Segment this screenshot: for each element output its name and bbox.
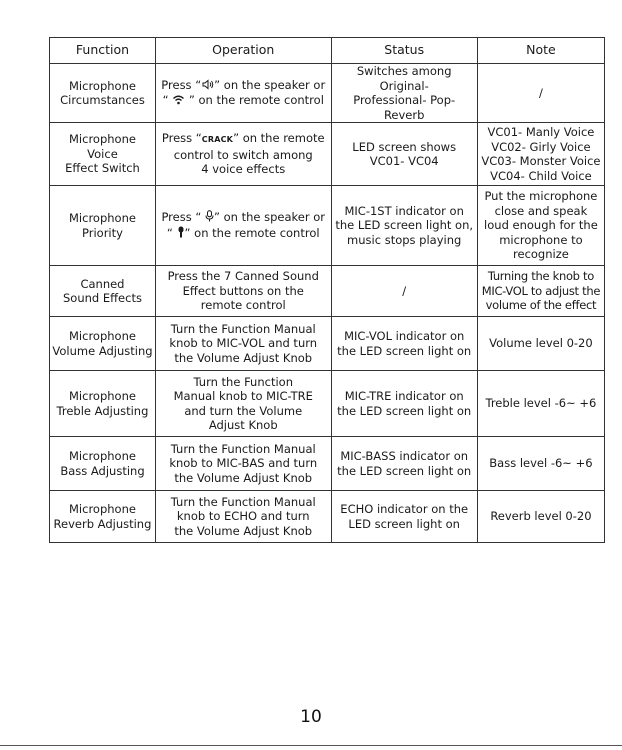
cell-line: 4 voice effects: [201, 162, 286, 177]
header-operation: Operation: [155, 38, 331, 64]
cell-line: remote control: [200, 298, 286, 313]
function-cell: [50, 186, 156, 266]
table-header-row: [50, 38, 605, 64]
cell-line: MIC-TRE indicator on: [344, 389, 464, 403]
cell-line: Treble level -6~ +6: [485, 396, 597, 411]
cell-line: /: [538, 85, 543, 100]
cell-line: ECHO indicator on the: [340, 502, 469, 516]
table-row: [50, 64, 605, 123]
operation-cell: [155, 64, 331, 123]
table-row: [50, 491, 605, 543]
cell-line: volume of the effect: [485, 298, 597, 313]
table-row: [50, 123, 605, 186]
status-cell: [331, 371, 477, 437]
note-cell: [477, 371, 604, 437]
cell-line: and turn the Volume: [184, 403, 303, 418]
cell-line: the LED screen light on: [337, 463, 472, 478]
cell-line: Microphone: [69, 502, 136, 516]
speaker-mode-icon: [201, 79, 214, 94]
microphone-outline-icon: [205, 210, 214, 226]
cell-text: Press “: [161, 131, 202, 146]
cell-line: Volume Adjusting: [52, 343, 153, 358]
cell-line: Adjust Knob: [208, 418, 278, 432]
note-cell: [477, 123, 604, 186]
microphone-solid-icon: [177, 226, 185, 242]
cell-line: knob to ECHO and turn: [176, 509, 310, 524]
cell-line: the Volume Adjust Knob: [174, 470, 313, 485]
operation-cell: [155, 266, 331, 317]
cell-line: Volume level 0-20: [489, 336, 593, 351]
cell-line: Turn the Function Manual: [170, 494, 316, 509]
wifi-arc-icon: [172, 94, 185, 109]
note-cell: [477, 266, 604, 317]
function-cell: [50, 64, 156, 123]
cell-text: ” on the remote control: [185, 93, 324, 107]
cell-line: LED screen shows: [352, 139, 457, 154]
table-row: [50, 437, 605, 491]
note-cell: [477, 491, 604, 543]
function-cell: [50, 371, 156, 437]
cell-line: knob to MIC-VOL and turn: [169, 336, 318, 351]
cell-text: ” on the remote: [233, 131, 325, 146]
cell-line: the LED screen light on,: [335, 218, 474, 233]
cell-line: Microphone: [69, 211, 136, 225]
operation-cell: [155, 317, 331, 371]
cell-text: Press “: [161, 210, 205, 224]
cell-line: VC02- Girly Voice: [491, 139, 591, 154]
cell-line: Press the 7 Canned Sound: [167, 269, 319, 284]
cell-line: music stops playing: [347, 232, 462, 247]
cell-line: Turning the knob to: [487, 269, 594, 284]
status-cell: [331, 437, 477, 491]
header-note: Note: [477, 38, 604, 64]
operation-cell: [155, 186, 331, 266]
operation-cell: [155, 437, 331, 491]
cell-line: Canned: [80, 276, 125, 291]
cell-line: Put the microphone: [484, 189, 598, 204]
cell-line: Microphone Voice: [69, 132, 136, 161]
operation-cell: [155, 491, 331, 543]
cell-line: /: [402, 283, 407, 298]
cell-text: Press “: [161, 77, 202, 92]
function-cell: [50, 123, 156, 186]
cell-line: Microphone: [69, 389, 136, 403]
operation-cell: [155, 123, 331, 186]
cell-line: MIC-VOL to adjust the: [481, 283, 601, 298]
cell-line: close and speak: [494, 203, 588, 218]
function-cell: [50, 317, 156, 371]
cell-line: the Volume Adjust Knob: [174, 523, 313, 538]
table-row: [50, 186, 605, 266]
cell-line: Microphone: [69, 449, 136, 463]
status-cell: [331, 317, 477, 371]
cell-line: Professional- Pop- Reverb: [353, 93, 456, 122]
cell-line: MIC-1ST indicator on: [344, 203, 464, 218]
operation-cell: [155, 371, 331, 437]
cell-line: Circumstances: [60, 93, 145, 107]
cell-line: VC01- VC04: [369, 154, 439, 168]
status-cell: [331, 491, 477, 543]
cell-line: MIC-BASS indicator on: [340, 449, 469, 463]
footer-divider: [0, 745, 622, 746]
status-cell: [331, 186, 477, 266]
table-row: [50, 266, 605, 317]
cell-line: Bass level -6~ +6: [489, 456, 593, 471]
function-cell: [50, 437, 156, 491]
cell-line: Sound Effects: [62, 291, 142, 305]
cell-line: LED screen light on: [348, 516, 460, 531]
header-status: Status: [331, 38, 477, 64]
function-table: [49, 37, 605, 543]
cell-line: Microphone: [69, 329, 136, 343]
cell-line: Switches among Original-: [356, 64, 452, 93]
cell-line: VC01- Manly Voice: [487, 125, 595, 139]
table-row: [50, 371, 605, 437]
status-cell: [331, 123, 477, 186]
cell-line: Bass Adjusting: [60, 463, 145, 478]
cell-line: MIC-VOL indicator on: [344, 329, 465, 343]
crack-button-label: CRACK: [201, 135, 234, 145]
page-number: 10: [300, 707, 322, 727]
header-function: Function: [50, 38, 156, 64]
cell-text: “: [166, 225, 177, 240]
cell-line: loud enough for the: [484, 218, 598, 233]
cell-text: ” on the remote control: [184, 225, 320, 240]
function-cell: [50, 491, 156, 543]
cell-line: Turn the Function Manual: [170, 321, 316, 336]
function-cell: [50, 266, 156, 317]
status-cell: [331, 266, 477, 317]
cell-line: microphone to: [499, 232, 583, 247]
cell-line: Microphone: [69, 78, 136, 93]
cell-line: Turn the Function: [193, 374, 293, 389]
cell-text: ” on the speaker or: [214, 77, 326, 92]
cell-line: the LED screen light on: [337, 343, 472, 358]
cell-line: Effect buttons on the: [182, 283, 304, 298]
cell-line: VC04- Child Voice: [490, 168, 592, 183]
cell-line: Turn the Function Manual: [170, 441, 316, 456]
note-cell: [477, 437, 604, 491]
cell-line: the LED screen light on: [337, 403, 472, 418]
note-cell: [477, 64, 604, 123]
cell-line: Effect Switch: [65, 161, 140, 176]
cell-line: the Volume Adjust Knob: [174, 350, 313, 365]
note-cell: [477, 317, 604, 371]
cell-line: knob to MIC-BAS and turn: [169, 456, 318, 471]
cell-line: VC03- Monster Voice: [481, 154, 601, 168]
cell-line: recognize: [513, 247, 569, 262]
cell-line: Priority: [82, 225, 123, 240]
cell-line: Reverb Adjusting: [53, 516, 152, 531]
cell-text: ” on the speaker or: [214, 210, 326, 224]
cell-line: Manual knob to MIC-TRE: [173, 389, 313, 403]
cell-line: Reverb level 0-20: [490, 509, 592, 524]
cell-line: Treble Adjusting: [56, 403, 149, 418]
status-cell: [331, 64, 477, 123]
cell-line: control to switch among: [173, 147, 313, 162]
note-cell: [477, 186, 604, 266]
table-row: [50, 317, 605, 371]
cell-text: “: [162, 93, 173, 107]
